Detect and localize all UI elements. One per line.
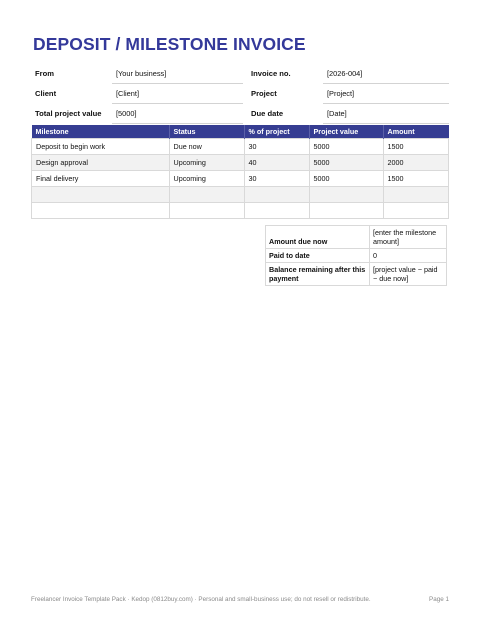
project-value[interactable]: [Project]: [323, 84, 449, 104]
table-row: [32, 203, 449, 219]
milestone-table: [31, 125, 449, 219]
payment-summary: [265, 225, 447, 286]
cell-percent[interactable]: 30: [244, 139, 309, 155]
client-value[interactable]: [Client]: [112, 84, 243, 104]
cell-status[interactable]: [169, 203, 244, 219]
cell-project-value[interactable]: [309, 187, 383, 203]
col-milestone: Milestone: [32, 125, 170, 139]
summary-row: [266, 263, 447, 286]
client-label: Client: [35, 89, 57, 98]
paid-to-date-value[interactable]: 0: [370, 249, 447, 263]
table-row: [32, 155, 449, 171]
cell-amount[interactable]: 2000: [383, 155, 449, 171]
table-row: [32, 139, 449, 155]
project-label: Project: [251, 89, 277, 98]
from-label: From: [35, 69, 54, 79]
cell-milestone[interactable]: Final delivery: [32, 171, 170, 187]
cell-percent[interactable]: [244, 203, 309, 219]
cell-status[interactable]: Upcoming: [169, 155, 244, 171]
col-percent: % of project: [244, 125, 309, 139]
cell-percent[interactable]: 40: [244, 155, 309, 171]
cell-milestone[interactable]: [32, 203, 170, 219]
invoice-meta: [31, 64, 449, 124]
col-status: Status: [169, 125, 244, 139]
cell-milestone[interactable]: Design approval: [32, 155, 170, 171]
cell-project-value[interactable]: 5000: [309, 139, 383, 155]
amount-due-now-value[interactable]: [enter the milestone amount]: [370, 226, 447, 249]
cell-amount[interactable]: 1500: [383, 139, 449, 155]
invoice-no-label: Invoice no.: [251, 69, 291, 79]
page-number: Page 1: [429, 596, 449, 603]
cell-status[interactable]: Upcoming: [169, 171, 244, 187]
cell-status[interactable]: Due now: [169, 139, 244, 155]
due-date-value[interactable]: [Date]: [323, 104, 449, 124]
table-row: [32, 187, 449, 203]
total-project-value-label: Total project value: [35, 109, 102, 118]
summary-row: [266, 226, 447, 249]
invoice-title: DEPOSIT / MILESTONE INVOICE: [33, 34, 306, 54]
total-project-value[interactable]: [5000]: [112, 104, 243, 124]
balance-remaining-label: Balance remaining after this payment: [266, 263, 370, 286]
cell-percent[interactable]: [244, 187, 309, 203]
cell-status[interactable]: [169, 187, 244, 203]
footer-text: Freelancer Invoice Template Pack · Kedop (0812buy.com) · Personal and small-business use; do not resell or redistribute.: [31, 596, 371, 603]
cell-amount[interactable]: [383, 187, 449, 203]
cell-amount[interactable]: [383, 203, 449, 219]
cell-percent[interactable]: 30: [244, 171, 309, 187]
col-amount: Amount: [383, 125, 449, 139]
cell-milestone[interactable]: Deposit to begin work: [32, 139, 170, 155]
due-date-label: Due date: [251, 109, 284, 118]
from-value[interactable]: [Your business]: [112, 64, 243, 84]
table-row: [32, 171, 449, 187]
balance-remaining-value[interactable]: [project value − paid − due now]: [370, 263, 447, 286]
cell-amount[interactable]: 1500: [383, 171, 449, 187]
cell-milestone[interactable]: [32, 187, 170, 203]
summary-row: [266, 249, 447, 263]
cell-project-value[interactable]: 5000: [309, 155, 383, 171]
paid-to-date-label: Paid to date: [266, 249, 370, 263]
cell-project-value[interactable]: 5000: [309, 171, 383, 187]
cell-project-value[interactable]: [309, 203, 383, 219]
table-header-row: [32, 125, 449, 139]
col-project-value: Project value: [309, 125, 383, 139]
invoice-no-value[interactable]: [2026-004]: [323, 64, 449, 84]
amount-due-now-label: Amount due now: [266, 226, 370, 249]
